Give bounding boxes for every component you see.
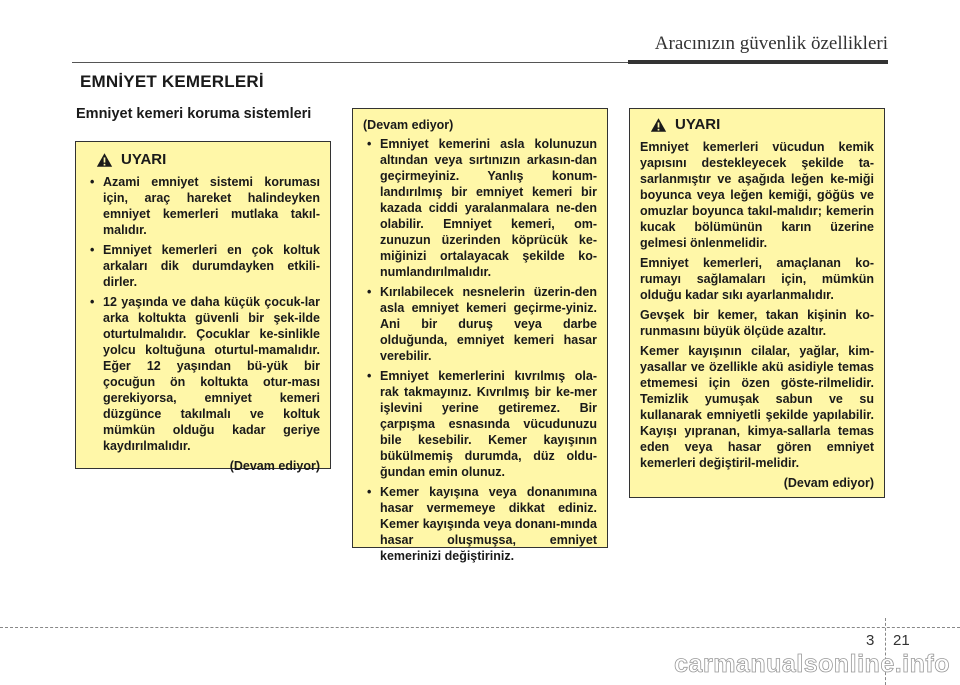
continued-note: (Devam ediyor)	[363, 118, 454, 132]
warning-box-2	[352, 108, 608, 563]
warning-list	[363, 136, 597, 564]
warning-paragraph: Gevşek bir kemer, takan kişinin ko-runmasını büyük ölçüde azaltır.	[640, 308, 874, 338]
list-item: • Kırılabilecek nesnelerin üzerin-den asla emniyet kemeri geçirme-yiniz. Ani bir duruş veya darbe olduğunda, emniyet kemeri hasar verebilir.	[363, 284, 597, 364]
continued-note: (Devam ediyor)	[783, 476, 874, 490]
list-item: • Emniyet kemerini asla kolunuzun altından veya sırtınızın arkasın-dan geçirmeyiniz. Yanlış konum-landırılmış bir emniyet kemeri bir kazada ciddi yaralanmalara ne-den olabilir. Emniyet kemeri, om-zunuzun üzerinden köprücük ke-miğinizi ortalayacak şekilde ko-numlandırılmalıdır.	[363, 136, 597, 280]
warning-paragraph: Kemer kayışının cilalar, yağlar, kim-yasallar ve özellikle akü asidiyle temas etmemesi için özen göste-rilmelidir. Temizlik yumuşak sabun ve su kullanarak emniyetli şekilde yapılabilir. Kayışı yıpranan, kimya-sallarla temas eden veya hasar gören emniyet kemerleri değiştiril-melidir.	[640, 344, 874, 470]
warning-paragraph: Emniyet kemerleri, amaçlanan ko-rumayı sağlamaları için, mümkün olduğu kadar sıkı ayarlanmalıdır.	[640, 256, 874, 302]
list-item: • Azami emniyet sistemi koruması için, araç hareket halindeyken emniyet kemerleri mutlaka takıl-malıdır.	[86, 174, 320, 238]
sub-title: Emniyet kemeri koruma sistemleri	[76, 106, 312, 122]
warning-box-3	[629, 108, 885, 498]
warning-header	[650, 117, 874, 133]
warning-triangle-icon	[650, 117, 667, 133]
header-title: Aracınızın güvenlik özellikleri	[654, 33, 888, 54]
header-rule-accent	[628, 60, 888, 64]
continued-note: (Devam ediyor)	[229, 459, 320, 473]
warning-box-1	[75, 141, 331, 473]
warning-triangle-icon	[96, 152, 113, 168]
warning-list	[86, 174, 320, 454]
section-title: EMNİYET KEMERLERİ	[80, 72, 264, 91]
warning-header	[96, 152, 320, 168]
list-item: • Kemer kayışına veya donanımına hasar vermemeye dikkat ediniz. Kemer kayışında veya donanı-mında hasar oluşmuşsa, emniyet kemerinizi değiştiriniz.	[363, 484, 597, 564]
list-item: • 12 yaşında ve daha küçük çocuk-lar arka koltukta güvenli bir şek-ilde oturtulmalıdır. Çocuklar ke-sinlikle yolcu koltuğuna oturtul-mamalıdır. Eğer 12 yaşından bü-yük bir çocuğun ön koltukta otur-ması gerekiyorsa, emniyet kemeri düzgünce takılmalı ve koltuk mümkün olduğu kadar geriye kaydırılmalıdır.	[86, 294, 320, 454]
warning-label: UYARI	[121, 151, 167, 168]
footer-rule	[0, 627, 960, 628]
warning-paragraph: Emniyet kemerleri vücudun kemik yapısını destekleyecek şekilde ta-sarlanmıştır ve aşağıda leğen ke-miği boyunca veya leğen kemiği, göğüs ve omuzlar boyunca takıl-malıdır; kemerin kucak bölümünün karın üzerine gelmesi önlenmelidir.	[640, 140, 874, 250]
list-item: • Emniyet kemerlerini kıvrılmış ola-rak takmayınız. Kıvrılmış bir ke-mer işlevini yerine getiremez. Bir çarpışma esnasında vücudunuzu bile kesebilir. Kemer kayışının bükülmemiş durumda, düz oldu-ğundan emin olunuz.	[363, 368, 597, 480]
warning-label: UYARI	[675, 116, 721, 133]
watermark: carmanualsonline.info	[674, 650, 950, 678]
chapter-number: 3	[866, 632, 875, 649]
page-number: 21	[893, 632, 910, 649]
list-item: • Emniyet kemerleri en çok koltuk arkaları dik durumdayken etkili-dirler.	[86, 242, 320, 290]
